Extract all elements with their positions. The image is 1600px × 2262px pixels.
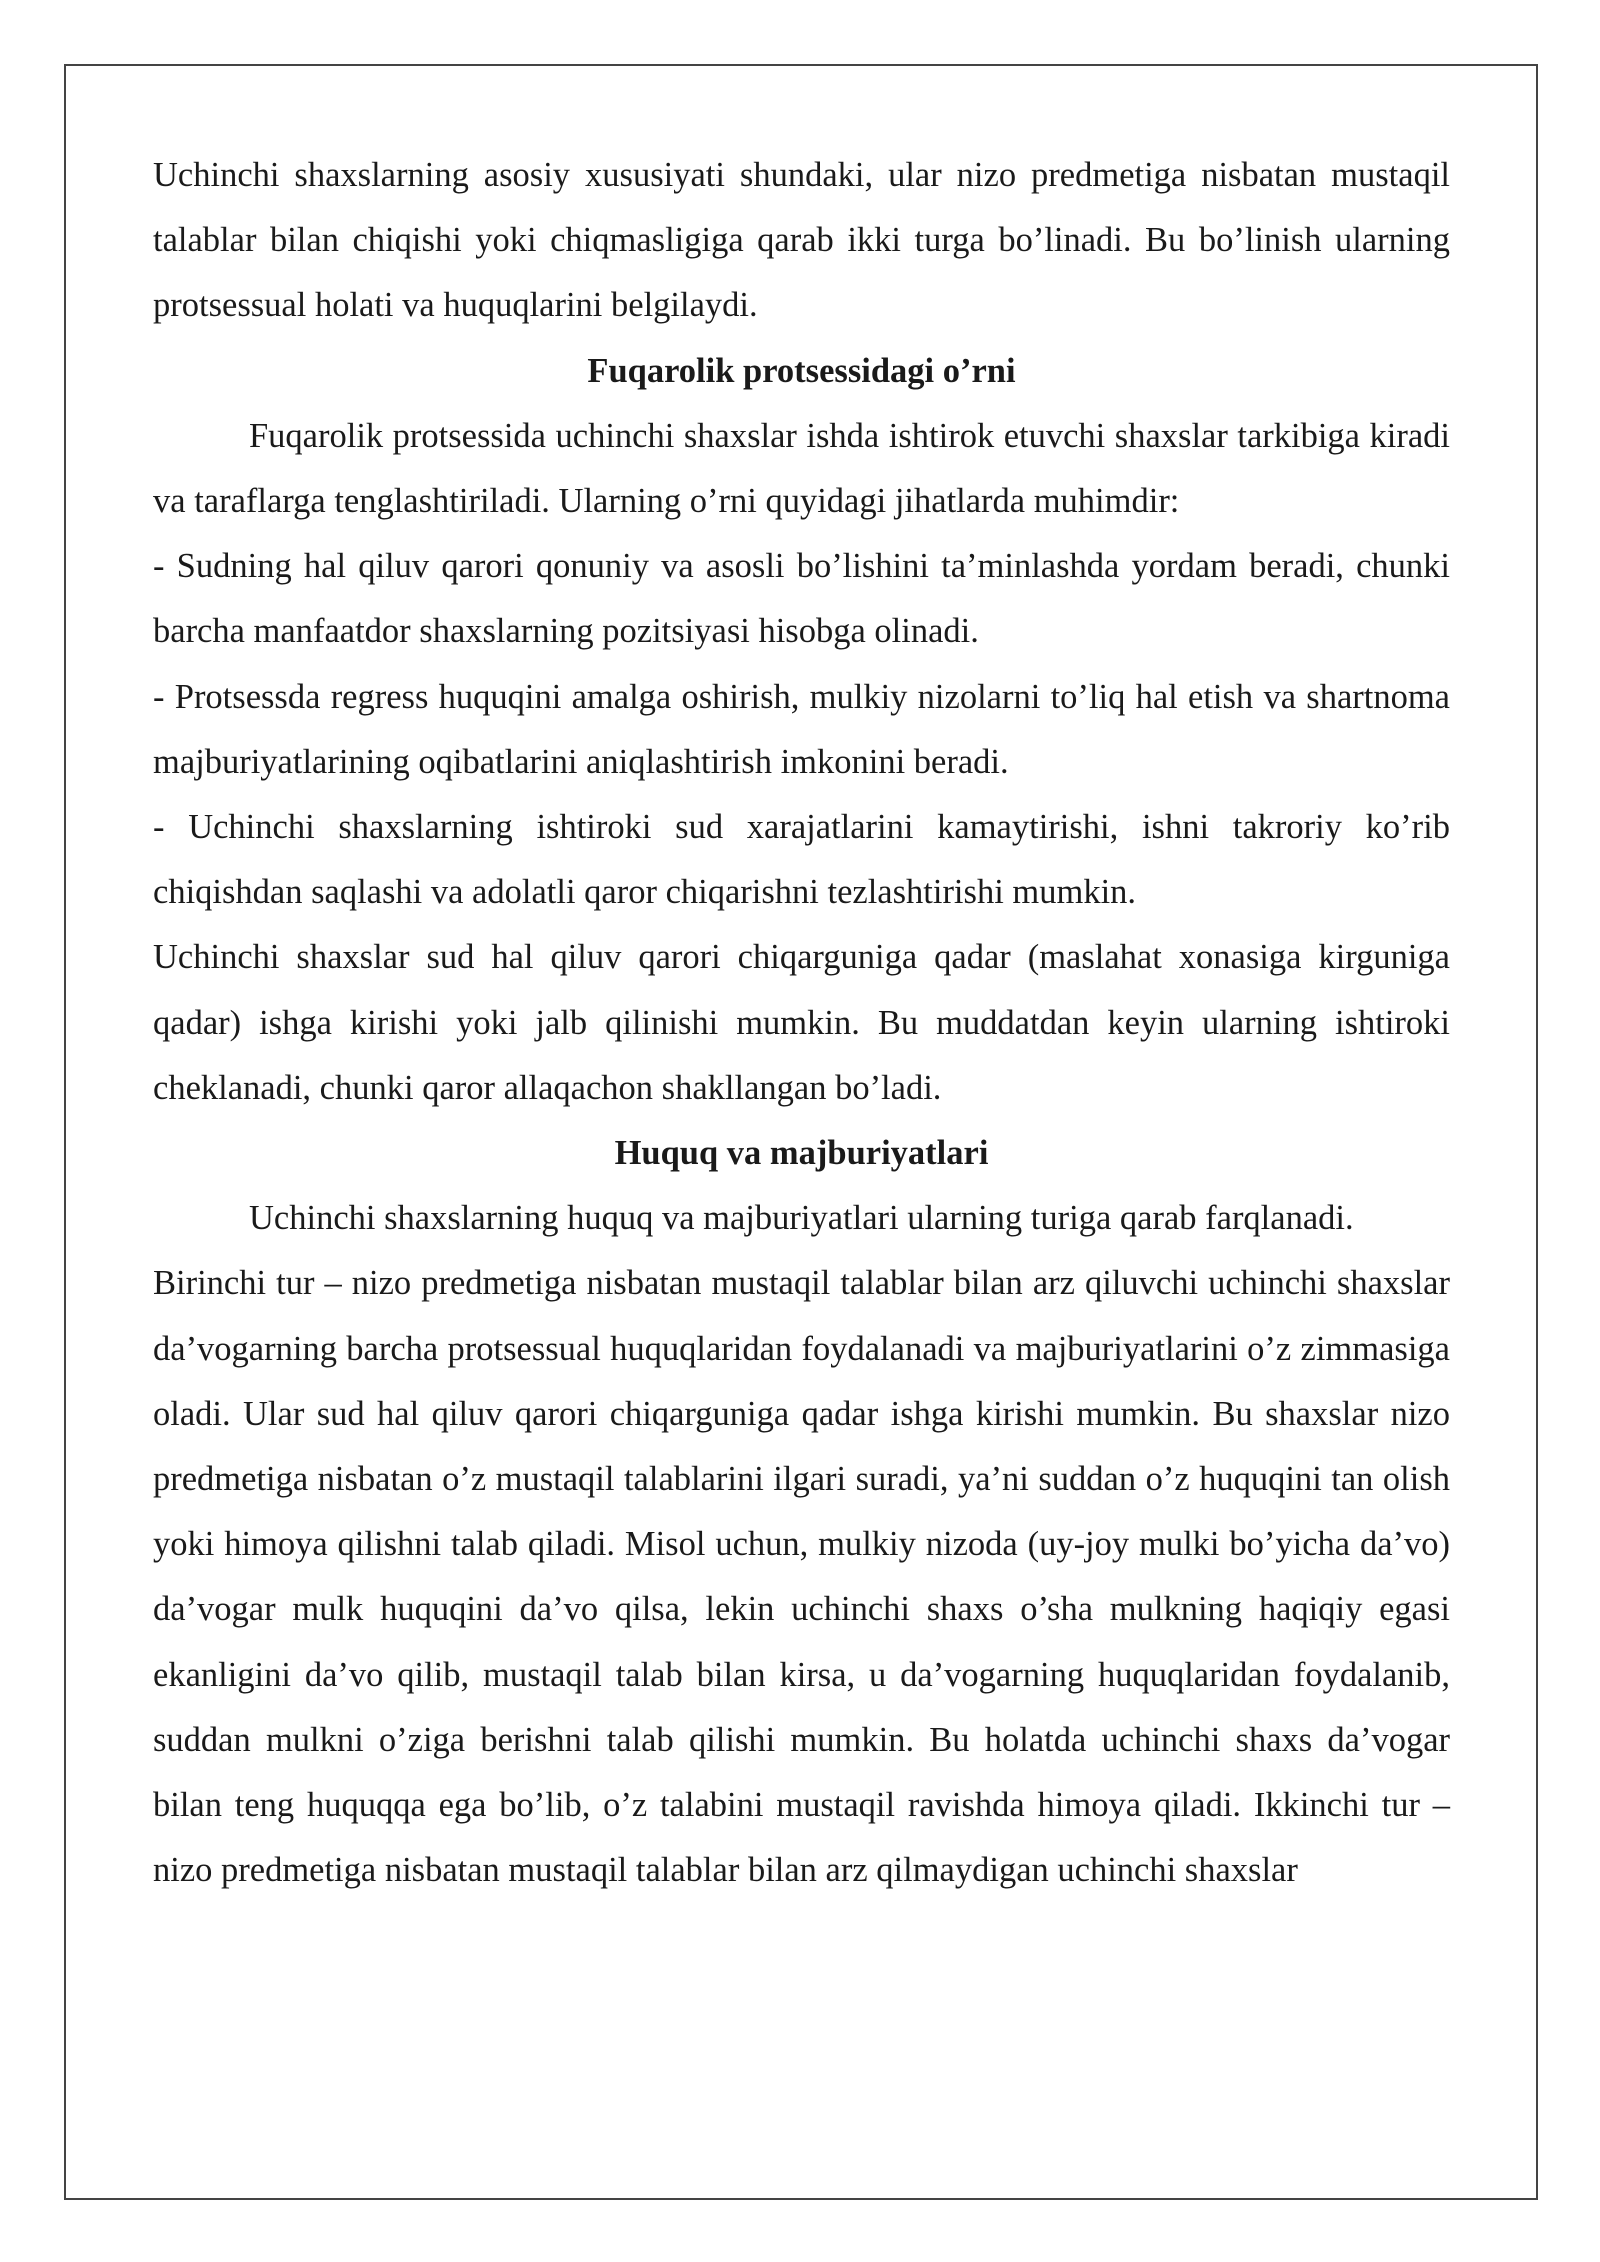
bullet-item: - Uchinchi shaxslarning ishtiroki sud xarajatlarini kamaytirishi, ishni takroriy ko’rib chiqishdan saqlashi va adolatli qaror chiqarishni tezlashtirishi mumkin. <box>153 808 1450 912</box>
rights-paragraph: Uchinchi shaxslarning huquq va majburiyatlari ularning turiga qarab farqlanadi. <box>249 1199 1354 1238</box>
intro-paragraph: Uchinchi shaxslarning asosiy xususiyati shundaki, ular nizo predmetiga nisbatan mustaqil talablar bilan chiqishi yoki chiqmasligiga qarab ikki turga bo’linadi. Bu bo’linish ularning protsessual holati va huquqlarini belgilaydi. <box>153 156 1450 325</box>
bullet-item: - Protsessda regress huquqini amalga oshirish, mulkiy nizolarni to’liq hal etish va shartnoma majburiyatlarining oqibatlarini aniqlashtirish imkonini beradi. <box>153 677 1450 781</box>
first-type-paragraph: Birinchi tur – nizo predmetiga nisbatan mustaqil talablar bilan arz qiluvchi uchinchi shaxslar da’vogarning barcha protsessual huquqlaridan foydalanadi va majburiyatlarini o’z zimmasiga oladi. Ular sud hal qiluv qarori chiqarguniga qadar ishga kirishi mumkin. Bu shaxslar nizo predmetiga nisbatan o’z mustaqil talablarini ilgari suradi, ya’ni suddan o’z huquqini tan olish yoki himoya qilishni talab qiladi. Misol uchun, mulkiy nizoda (uy-joy mulki bo’yicha da’vo) da’vogar mulk huquqini da’vo qilsa, lekin uchinchi shaxs o’sha mulkning haqiqiy egasi ekanligini da’vo qilib, mustaqil talab bilan kirsa, u da’vogarning huquqlaridan foydalanib, suddan mulkni o’ziga berishni talab qilishi mumkin. Bu holatda uchinchi shaxs da’vogar bilan teng huquqqa ega bo’lib, o’z talabini mustaqil ravishda himoya qiladi. Ikkinchi tur – nizo predmetiga nisbatan mustaqil talablar bilan arz qilmaydigan uchinchi shaxslar <box>153 1264 1450 1890</box>
bullet-item: - Sudning hal qiluv qarori qonuniy va asosli bo’lishini ta’minlashda yordam beradi, chunki barcha manfaatdor shaxslarning pozitsiyasi hisobga olinadi. <box>153 547 1450 651</box>
section-heading-rights: Huquq va majburiyatlari <box>614 1134 989 1173</box>
document-body <box>153 143 1450 1903</box>
section-heading-role: Fuqarolik protsessidagi o’rni <box>587 351 1016 390</box>
timing-paragraph: Uchinchi shaxslar sud hal qiluv qarori chiqarguniga qadar (maslahat xonasiga kirguniga qadar) ishga kirishi yoki jalb qilinishi mumkin. Bu muddatdan keyin ularning ishtiroki cheklanadi, chunki qaror allaqachon shakllangan bo’ladi. <box>153 938 1450 1107</box>
role-paragraph: Fuqarolik protsessida uchinchi shaxslar ishda ishtirok etuvchi shaxslar tarkibiga kiradi va taraflarga tenglashtiriladi. Ularning o’rni quyidagi jihatlarda muhimdir: <box>153 416 1450 521</box>
